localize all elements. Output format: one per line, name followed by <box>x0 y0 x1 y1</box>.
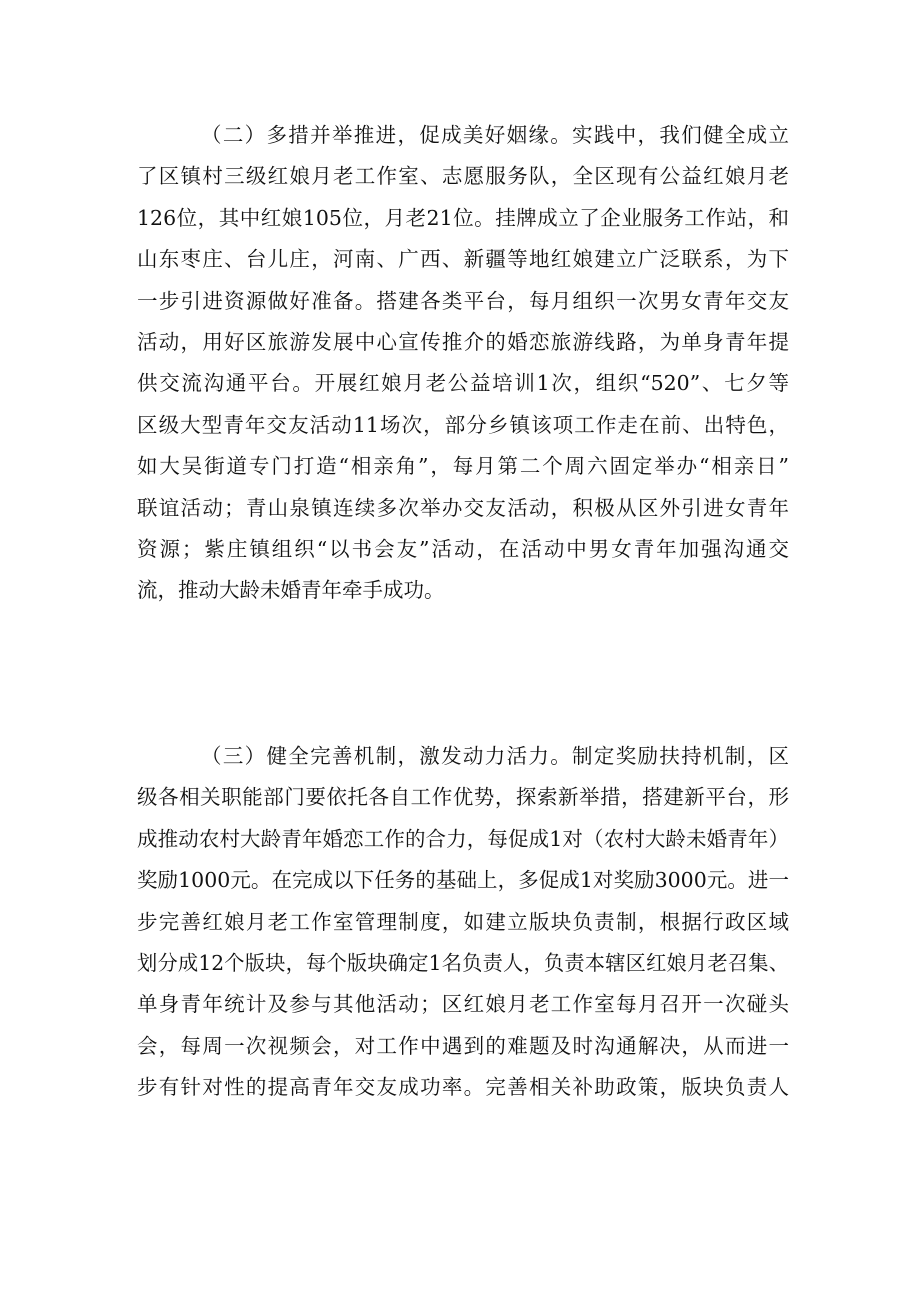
text-line: 供交流沟通平台。开展红娘月老公益培训1次，组织“520”、七夕等 <box>137 371 789 396</box>
text-line: 山东枣庄、台儿庄，河南、广西、新疆等地红娘建立广泛联系，为下 <box>137 247 789 272</box>
text-line: 了区镇村三级红娘月老工作室、志愿服务队，全区现有公益红娘月老 <box>137 164 789 189</box>
paragraph-section-3 <box>137 736 789 1109</box>
text-line: 会，每周一次视频会，对工作中遇到的难题及时沟通解决，从而进一 <box>137 1033 789 1058</box>
text-line: 奖励1000元。在完成以下任务的基础上，多促成1对奖励3000元。进一 <box>137 868 789 893</box>
text-line: 活动，用好区旅游发展中心宣传推介的婚恋旅游线路，为单身青年提 <box>137 329 789 354</box>
text-line: 步有针对性的提高青年交友成功率。完善相关补助政策，版块负责人 <box>137 1075 789 1100</box>
text-line: 资源；紫庄镇组织“以书会友”活动，在活动中男女青年加强沟通交 <box>137 536 789 561</box>
text-line: 级各相关职能部门要依托各自工作优势，探索新举措，搭建新平台，形 <box>137 785 789 810</box>
text-line: 划分成12个版块，每个版块确定1名负责人，负责本辖区红娘月老召集、 <box>137 950 789 975</box>
text-line: 流，推动大龄未婚青年牵手成功。 <box>137 578 445 603</box>
text-line: 区级大型青年交友活动11场次，部分乡镇该项工作走在前、出特色， <box>137 412 789 437</box>
text-line: （二）多措并举推进，促成美好姻缘。实践中，我们健全成立 <box>201 123 789 147</box>
text-line: 一步引进资源做好准备。搭建各类平台，每月组织一次男女青年交友 <box>137 288 789 313</box>
text-line: 联谊活动；青山泉镇连续多次举办交友活动，积极从区外引进女青年 <box>137 495 789 520</box>
text-line: 如大吴街道专门打造“相亲角”，每月第二个周六固定举办“相亲日” <box>137 454 789 479</box>
text-line: （三）健全完善机制，激发动力活力。制定奖励扶持机制，区 <box>201 744 789 768</box>
text-line: 步完善红娘月老工作室管理制度，如建立版块负责制，根据行政区域 <box>137 909 789 934</box>
text-line: 单身青年统计及参与其他活动；区红娘月老工作室每月召开一次碰头 <box>137 992 789 1017</box>
text-line: 成推动农村大龄青年婚恋工作的合力，每促成1对（农村大龄未婚青年） <box>137 826 789 851</box>
paragraph-section-2 <box>137 115 789 612</box>
text-line: 126位，其中红娘105位，月老21位。挂牌成立了企业服务工作站，和 <box>137 205 789 230</box>
